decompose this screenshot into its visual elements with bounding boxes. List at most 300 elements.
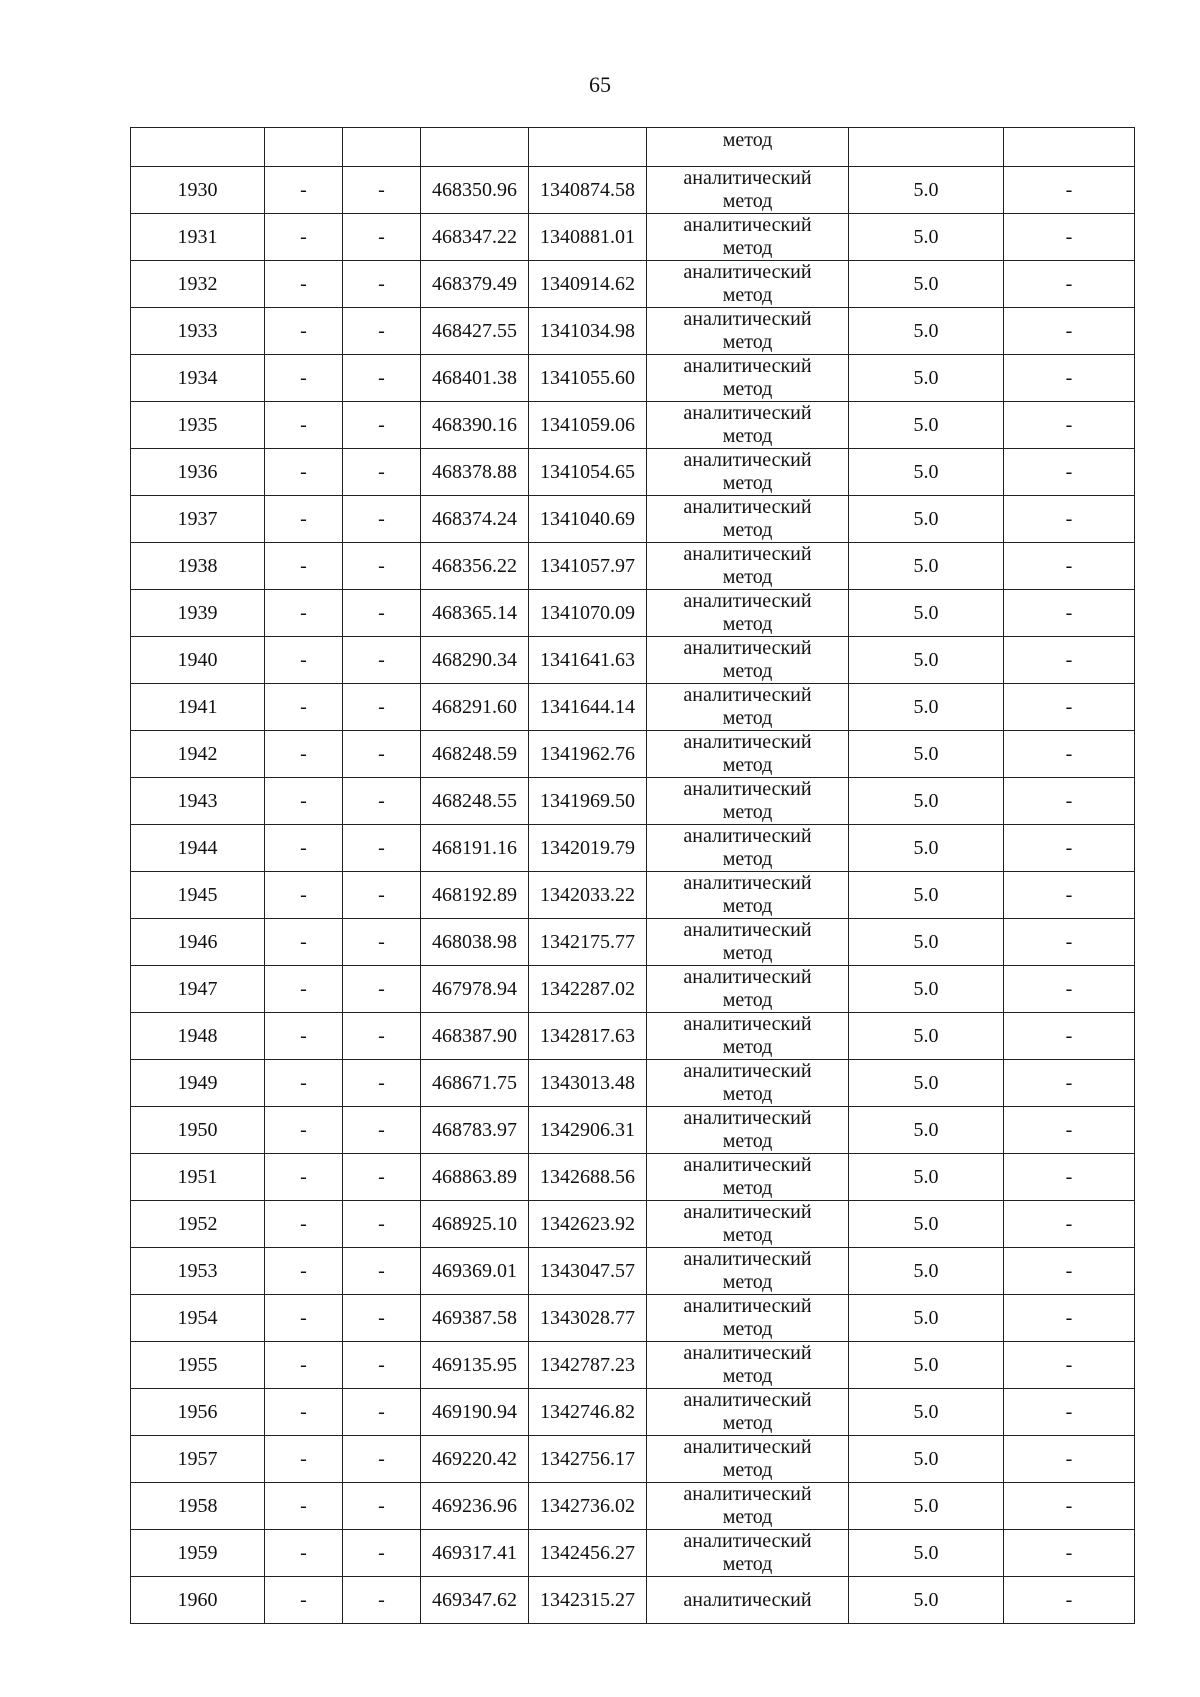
cell-col-2: -	[265, 778, 343, 825]
table-row	[131, 637, 1135, 684]
method-line: метод	[722, 378, 773, 400]
cell-y: 1342287.02	[529, 966, 647, 1013]
method-line: аналитический	[683, 1588, 812, 1611]
cell-col-2: -	[265, 590, 343, 637]
cell-x: 469236.96	[421, 1483, 529, 1530]
cell-error: 5.0	[849, 731, 1004, 778]
cell-x: 469369.01	[421, 1248, 529, 1295]
cell-col-3: -	[343, 1013, 421, 1060]
cell-x: 469317.41	[421, 1530, 529, 1577]
cell-col-3: -	[343, 1107, 421, 1154]
method-line: аналитический	[683, 543, 812, 565]
cell-col-3: -	[343, 872, 421, 919]
cell-col-3: -	[343, 966, 421, 1013]
table-row	[131, 919, 1135, 966]
method-line: аналитический	[683, 1013, 812, 1035]
cell-method	[647, 590, 849, 637]
cell-method	[647, 872, 849, 919]
cell-point-number: 1947	[131, 966, 265, 1013]
cell-y: 1342175.77	[529, 919, 647, 966]
cell-error: 5.0	[849, 919, 1004, 966]
cell-error: 5.0	[849, 1436, 1004, 1483]
cell-col-3: -	[343, 1295, 421, 1342]
cell-col-2: -	[265, 543, 343, 590]
cell-col-2: -	[265, 919, 343, 966]
cell-point-number: 1950	[131, 1107, 265, 1154]
cell-col-8: -	[1004, 731, 1135, 778]
cell-col-2: -	[265, 355, 343, 402]
method-line: аналитический	[683, 731, 812, 753]
cell-col-3: -	[343, 167, 421, 214]
method-line: аналитический	[683, 1107, 812, 1129]
cell-error: 5.0	[849, 1060, 1004, 1107]
method-line: метод	[722, 801, 773, 823]
method-line: метод	[722, 613, 773, 635]
table-body	[131, 128, 1135, 1624]
method-line: аналитический	[683, 778, 812, 800]
cell-y: 1341641.63	[529, 637, 647, 684]
cell-col-3: -	[343, 825, 421, 872]
cell-y: 1341057.97	[529, 543, 647, 590]
cell-x: 468379.49	[421, 261, 529, 308]
cell-point-number: 1960	[131, 1577, 265, 1624]
cell-method	[647, 308, 849, 355]
cell-col-2: -	[265, 637, 343, 684]
cell-x: 467978.94	[421, 966, 529, 1013]
cell-error: 5.0	[849, 308, 1004, 355]
cell-x: 468378.88	[421, 449, 529, 496]
cell-method	[647, 1107, 849, 1154]
cell-method	[647, 919, 849, 966]
cell-y: 1342756.17	[529, 1436, 647, 1483]
cell-col-8: -	[1004, 167, 1135, 214]
cell-col-2	[265, 128, 343, 167]
cell-point-number: 1941	[131, 684, 265, 731]
method-line: аналитический	[683, 308, 812, 330]
cell-error: 5.0	[849, 778, 1004, 825]
cell-point-number: 1956	[131, 1389, 265, 1436]
cell-x: 468290.34	[421, 637, 529, 684]
cell-y: 1343028.77	[529, 1295, 647, 1342]
cell-point-number: 1943	[131, 778, 265, 825]
cell-point-number: 1934	[131, 355, 265, 402]
cell-error: 5.0	[849, 872, 1004, 919]
table-row	[131, 731, 1135, 778]
method-line: метод	[722, 754, 773, 776]
cell-method	[647, 1060, 849, 1107]
method-line: метод	[722, 1412, 773, 1434]
cell-col-3: -	[343, 1577, 421, 1624]
cell-method	[647, 261, 849, 308]
cell-error: 5.0	[849, 1154, 1004, 1201]
method-line: аналитический	[683, 1389, 812, 1411]
cell-point-number: 1949	[131, 1060, 265, 1107]
cell-point-number: 1955	[131, 1342, 265, 1389]
cell-col-8: -	[1004, 1201, 1135, 1248]
cell-col-8: -	[1004, 496, 1135, 543]
cell-col-8: -	[1004, 1342, 1135, 1389]
cell-x: 468350.96	[421, 167, 529, 214]
cell-x: 468365.14	[421, 590, 529, 637]
method-line: метод	[722, 425, 773, 447]
table-row	[131, 496, 1135, 543]
cell-col-2: -	[265, 731, 343, 778]
cell-point-number: 1951	[131, 1154, 265, 1201]
cell-col-2: -	[265, 1295, 343, 1342]
cell-col-3: -	[343, 1342, 421, 1389]
method-line: аналитический	[683, 966, 812, 988]
cell-col-8: -	[1004, 1436, 1135, 1483]
method-line: метод	[722, 1130, 773, 1152]
cell-y: 1342746.82	[529, 1389, 647, 1436]
cell-point-number: 1939	[131, 590, 265, 637]
cell-x: 468390.16	[421, 402, 529, 449]
cell-x: 468387.90	[421, 1013, 529, 1060]
method-line: метод	[722, 707, 773, 729]
cell-col-2: -	[265, 1530, 343, 1577]
cell-x: 468427.55	[421, 308, 529, 355]
table-row	[131, 825, 1135, 872]
table-row	[131, 1201, 1135, 1248]
cell-method	[647, 214, 849, 261]
method-line: аналитический	[683, 872, 812, 894]
cell-col-8: -	[1004, 590, 1135, 637]
cell-y: 1341034.98	[529, 308, 647, 355]
cell-col-8: -	[1004, 1154, 1135, 1201]
cell-x: 468191.16	[421, 825, 529, 872]
cell-col-2: -	[265, 402, 343, 449]
cell-error: 5.0	[849, 167, 1004, 214]
cell-y: 1341055.60	[529, 355, 647, 402]
cell-error: 5.0	[849, 1342, 1004, 1389]
cell-y: 1341962.76	[529, 731, 647, 778]
cell-x: 468374.24	[421, 496, 529, 543]
cell-col-8: -	[1004, 543, 1135, 590]
table-row	[131, 308, 1135, 355]
table-row	[131, 1436, 1135, 1483]
cell-y: 1340881.01	[529, 214, 647, 261]
table-row	[131, 1060, 1135, 1107]
cell-x	[421, 128, 529, 167]
cell-x: 468356.22	[421, 543, 529, 590]
cell-col-8: -	[1004, 966, 1135, 1013]
cell-error: 5.0	[849, 543, 1004, 590]
method-line: аналитический	[683, 214, 812, 236]
cell-col-8	[1004, 128, 1135, 167]
cell-col-2: -	[265, 872, 343, 919]
table-row	[131, 214, 1135, 261]
cell-x: 469387.58	[421, 1295, 529, 1342]
cell-col-3: -	[343, 214, 421, 261]
table-row	[131, 543, 1135, 590]
cell-method	[647, 449, 849, 496]
cell-y: 1341040.69	[529, 496, 647, 543]
cell-col-2: -	[265, 214, 343, 261]
cell-y: 1340874.58	[529, 167, 647, 214]
method-line: метод	[722, 1036, 773, 1058]
cell-y	[529, 128, 647, 167]
cell-y: 1342817.63	[529, 1013, 647, 1060]
cell-col-8: -	[1004, 778, 1135, 825]
cell-x: 468401.38	[421, 355, 529, 402]
table-row	[131, 1342, 1135, 1389]
cell-col-2: -	[265, 1154, 343, 1201]
cell-point-number: 1930	[131, 167, 265, 214]
cell-col-8: -	[1004, 684, 1135, 731]
cell-col-8: -	[1004, 261, 1135, 308]
method-line: метод	[722, 895, 773, 917]
cell-col-3: -	[343, 543, 421, 590]
method-line: метод	[722, 284, 773, 306]
cell-col-2: -	[265, 1389, 343, 1436]
cell-col-3: -	[343, 637, 421, 684]
cell-method	[647, 1013, 849, 1060]
cell-error: 5.0	[849, 1201, 1004, 1248]
cell-x: 468783.97	[421, 1107, 529, 1154]
table-row	[131, 1389, 1135, 1436]
method-line: аналитический	[683, 1530, 812, 1552]
table-row	[131, 1248, 1135, 1295]
method-line: метод	[722, 472, 773, 494]
cell-col-8: -	[1004, 825, 1135, 872]
table-row	[131, 167, 1135, 214]
cell-y: 1340914.62	[529, 261, 647, 308]
method-line: метод	[722, 1083, 773, 1105]
cell-method	[647, 731, 849, 778]
cell-x: 468347.22	[421, 214, 529, 261]
cell-method	[647, 637, 849, 684]
cell-x: 469220.42	[421, 1436, 529, 1483]
cell-method: метод	[647, 128, 849, 167]
method-line: метод	[722, 237, 773, 259]
cell-error: 5.0	[849, 1013, 1004, 1060]
cell-col-8: -	[1004, 449, 1135, 496]
cell-y: 1342623.92	[529, 1201, 647, 1248]
page-number: 65	[589, 72, 611, 97]
cell-point-number: 1938	[131, 543, 265, 590]
cell-col-3: -	[343, 1389, 421, 1436]
table-row	[131, 966, 1135, 1013]
cell-col-3: -	[343, 308, 421, 355]
cell-col-3: -	[343, 778, 421, 825]
method-line: метод	[722, 1459, 773, 1481]
method-line: метод	[722, 1177, 773, 1199]
cell-col-2: -	[265, 1577, 343, 1624]
cell-x: 468248.55	[421, 778, 529, 825]
method-line: аналитический	[683, 449, 812, 471]
method-line: аналитический	[683, 1436, 812, 1458]
cell-method	[647, 1389, 849, 1436]
method-line: метод	[722, 1271, 773, 1293]
cell-y: 1342456.27	[529, 1530, 647, 1577]
cell-point-number: 1940	[131, 637, 265, 684]
cell-point-number: 1945	[131, 872, 265, 919]
cell-col-8: -	[1004, 1295, 1135, 1342]
cell-y: 1341969.50	[529, 778, 647, 825]
cell-col-3: -	[343, 402, 421, 449]
cell-method	[647, 402, 849, 449]
cell-method	[647, 543, 849, 590]
method-line: аналитический	[683, 1483, 812, 1505]
method-line: аналитический	[683, 355, 812, 377]
cell-point-number: 1937	[131, 496, 265, 543]
cell-col-2: -	[265, 1483, 343, 1530]
cell-col-3: -	[343, 1201, 421, 1248]
method-line: аналитический	[683, 590, 812, 612]
cell-col-3: -	[343, 1483, 421, 1530]
cell-col-8: -	[1004, 1060, 1135, 1107]
cell-error: 5.0	[849, 1248, 1004, 1295]
cell-col-2: -	[265, 449, 343, 496]
cell-col-3: -	[343, 1530, 421, 1577]
cell-y: 1342315.27	[529, 1577, 647, 1624]
cell-point-number: 1935	[131, 402, 265, 449]
table-row	[131, 590, 1135, 637]
cell-col-3: -	[343, 919, 421, 966]
cell-point-number: 1946	[131, 919, 265, 966]
method-line: метод	[722, 190, 773, 212]
cell-col-8: -	[1004, 1248, 1135, 1295]
cell-method	[647, 825, 849, 872]
cell-point-number: 1958	[131, 1483, 265, 1530]
cell-error: 5.0	[849, 825, 1004, 872]
cell-error: 5.0	[849, 402, 1004, 449]
cell-y: 1341070.09	[529, 590, 647, 637]
method-line: метод	[722, 1506, 773, 1528]
method-line: аналитический	[683, 167, 812, 189]
cell-x: 468863.89	[421, 1154, 529, 1201]
cell-col-2: -	[265, 966, 343, 1013]
table-row	[131, 1530, 1135, 1577]
table-row-continuation	[131, 128, 1135, 167]
method-line: аналитический	[683, 1295, 812, 1317]
cell-col-8: -	[1004, 919, 1135, 966]
cell-col-8: -	[1004, 872, 1135, 919]
cell-error: 5.0	[849, 214, 1004, 261]
cell-point-number: 1953	[131, 1248, 265, 1295]
cell-x: 469190.94	[421, 1389, 529, 1436]
cell-method	[647, 1248, 849, 1295]
cell-y: 1342033.22	[529, 872, 647, 919]
cell-col-3: -	[343, 1248, 421, 1295]
method-line: аналитический	[683, 1248, 812, 1270]
cell-y: 1342019.79	[529, 825, 647, 872]
cell-point-number: 1931	[131, 214, 265, 261]
cell-x: 469135.95	[421, 1342, 529, 1389]
cell-method	[647, 1201, 849, 1248]
cell-error: 5.0	[849, 1483, 1004, 1530]
cell-method	[647, 1342, 849, 1389]
method-line: метод	[722, 989, 773, 1011]
cell-method	[647, 966, 849, 1013]
cell-point-number: 1944	[131, 825, 265, 872]
table-row	[131, 1483, 1135, 1530]
method-line: аналитический	[683, 1154, 812, 1176]
cell-y: 1343013.48	[529, 1060, 647, 1107]
cell-col-2: -	[265, 261, 343, 308]
cell-col-2: -	[265, 1342, 343, 1389]
method-line: аналитический	[683, 919, 812, 941]
cell-col-3: -	[343, 261, 421, 308]
cell-col-2: -	[265, 1436, 343, 1483]
table-row	[131, 449, 1135, 496]
cell-point-number: 1932	[131, 261, 265, 308]
cell-col-2: -	[265, 308, 343, 355]
cell-col-8: -	[1004, 214, 1135, 261]
cell-y: 1342787.23	[529, 1342, 647, 1389]
cell-x: 469347.62	[421, 1577, 529, 1624]
table-row	[131, 778, 1135, 825]
cell-col-2: -	[265, 167, 343, 214]
cell-y: 1342906.31	[529, 1107, 647, 1154]
cell-x: 468925.10	[421, 1201, 529, 1248]
cell-col-2: -	[265, 1107, 343, 1154]
cell-x: 468291.60	[421, 684, 529, 731]
cell-error: 5.0	[849, 1530, 1004, 1577]
method-line: аналитический	[683, 402, 812, 424]
cell-error: 5.0	[849, 684, 1004, 731]
table-row	[131, 1154, 1135, 1201]
cell-method	[647, 778, 849, 825]
table-row	[131, 355, 1135, 402]
method-line: аналитический	[683, 1201, 812, 1223]
cell-x: 468248.59	[421, 731, 529, 778]
cell-x: 468671.75	[421, 1060, 529, 1107]
table-row	[131, 1013, 1135, 1060]
cell-point-number: 1954	[131, 1295, 265, 1342]
coordinates-table	[130, 127, 1135, 1624]
method-line: метод	[722, 660, 773, 682]
method-line: аналитический	[683, 496, 812, 518]
method-line: аналитический	[683, 1060, 812, 1082]
cell-y: 1343047.57	[529, 1248, 647, 1295]
cell-col-3: -	[343, 355, 421, 402]
cell-error: 5.0	[849, 1295, 1004, 1342]
cell-col-3: -	[343, 684, 421, 731]
cell-col-8: -	[1004, 1530, 1135, 1577]
table-row	[131, 1577, 1135, 1624]
cell-col-2: -	[265, 1201, 343, 1248]
cell-col-2: -	[265, 1060, 343, 1107]
cell-col-2: -	[265, 825, 343, 872]
method-line: аналитический	[683, 261, 812, 283]
cell-col-3: -	[343, 731, 421, 778]
method-line: аналитический	[683, 1342, 812, 1364]
cell-col-8: -	[1004, 637, 1135, 684]
cell-y: 1342736.02	[529, 1483, 647, 1530]
cell-method	[647, 1436, 849, 1483]
method-line: метод	[722, 1365, 773, 1387]
cell-point-number: 1957	[131, 1436, 265, 1483]
cell-point-number: 1952	[131, 1201, 265, 1248]
cell-error: 5.0	[849, 590, 1004, 637]
cell-method	[647, 1530, 849, 1577]
cell-method	[647, 1577, 849, 1624]
method-line: метод	[722, 1318, 773, 1340]
table-row	[131, 872, 1135, 919]
cell-error: 5.0	[849, 966, 1004, 1013]
cell-col-3: -	[343, 1436, 421, 1483]
cell-col-8: -	[1004, 308, 1135, 355]
cell-point-number: 1942	[131, 731, 265, 778]
cell-error: 5.0	[849, 1389, 1004, 1436]
method-line: аналитический	[683, 684, 812, 706]
cell-col-2: -	[265, 1248, 343, 1295]
cell-col-3: -	[343, 449, 421, 496]
table-row	[131, 261, 1135, 308]
cell-y: 1341644.14	[529, 684, 647, 731]
cell-error	[849, 128, 1004, 167]
